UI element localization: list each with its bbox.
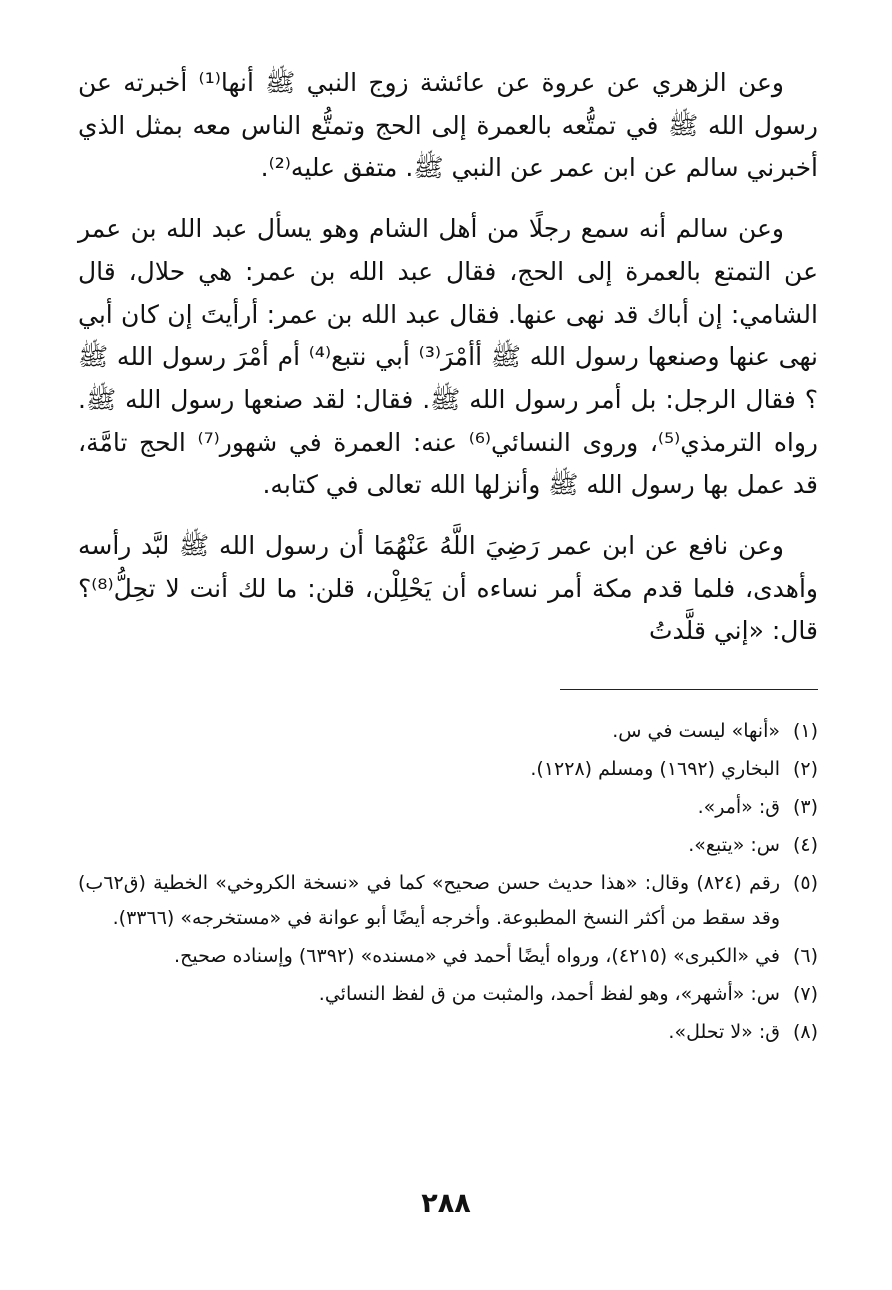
body-paragraph-3: وعن نافع عن ابن عمر رَضِيَ اللَّهُ عَنْهُمَا أن رسول الله ﷺ لبَّد رأسه وأهدى، فلما قدم مكة أمر نساءه أن يَحْلِلْن، قلن: ما لك أنت لا تحِلُّ⁽⁸⁾؟ قال: «إني قلَّدتُ: [78, 531, 818, 646]
footnote-text: «أنها» ليست في س.: [612, 720, 780, 743]
footnote-text: في «الكبرى» (٤٢١٥)، ورواه أيضًا أحمد في «مسنده» (٦٣٩٢) وإسناده صحيح.: [174, 945, 780, 968]
body-paragraph-2: وعن سالم أنه سمع رجلًا من أهل الشام وهو يسأل عبد الله بن عمر عن التمتع بالعمرة إلى الحج، فقال عبد الله بن عمر: هي حلال، قال الشامي: إن أباك قد نهى عنها. فقال عبد الله بن عمر: أرأيتَ إن كان أبي نهى عنها وصنعها رسول الله ﷺ أأمْرَ⁽³⁾ أبي نتبع⁽⁴⁾ أم أمْرَ رسول الله ﷺ ؟ فقال الرجل: بل أمر رسول الله ﷺ. فقال: لقد صنعها رسول الله ﷺ. رواه الترمذي⁽⁵⁾، وروى النسائي⁽⁶⁾ عنه: العمرة في شهور⁽⁷⁾ الحج تامَّة، قد عمل بها رسول الله ﷺ وأنزلها الله تعالى في كتابه.: [78, 214, 819, 500]
page-number: ٢٨٨: [421, 1188, 471, 1219]
footnote-4: [78, 828, 818, 863]
footnote-number: (٢): [792, 758, 818, 781]
footnote-text: ق: «لا تحلل».: [668, 1021, 780, 1044]
footnote-divider: [560, 689, 818, 690]
footnote-1: [78, 714, 818, 749]
footnote-text: س: «يتبع».: [688, 834, 780, 857]
footnote-text: رقم (٨٢٤) وقال: «هذا حديث حسن صحيح» كما في «نسخة الكروخي» الخطية (ق٦٢ب) وقد سقط من أكثر النسخ المطبوعة. وأخرجه أيضًا أبو عوانة في «مستخرجه» (٣٣٦٦).: [78, 872, 780, 930]
footnote-number: (٤): [792, 834, 818, 857]
footnote-2: [78, 752, 818, 787]
footnote-5: [78, 866, 818, 936]
footnote-number: (٧): [792, 983, 818, 1006]
footnote-number: (١): [792, 720, 818, 743]
footnote-text: ق: «أمر».: [697, 796, 780, 819]
footnote-8: [78, 1015, 818, 1050]
footnotes-list: [78, 714, 818, 1050]
body-paragraph-1: وعن الزهري عن عروة عن عائشة زوج النبي ﷺ أنها⁽¹⁾ أخبرته عن رسول الله ﷺ في تمتُّعه بالعمرة إلى الحج وتمتُّع الناس معه بمثل الذي أخبرني سالم عن ابن عمر عن النبي ﷺ. متفق عليه⁽²⁾.: [78, 68, 818, 183]
footnote-3: [78, 790, 818, 825]
footnote-6: [78, 939, 818, 974]
footnote-number: (٣): [792, 796, 818, 819]
footnote-text: س: «أشهر»، وهو لفظ أحمد، والمثبت من ق لفظ النسائي.: [318, 983, 780, 1006]
footnote-7: [78, 977, 818, 1012]
footnote-number: (٥): [792, 872, 818, 895]
book-page: [78, 62, 818, 1053]
footnote-number: (٦): [792, 945, 818, 968]
footnote-number: (٨): [792, 1021, 818, 1044]
footnote-text: البخاري (١٦٩٢) ومسلم (١٢٢٨).: [530, 758, 780, 781]
